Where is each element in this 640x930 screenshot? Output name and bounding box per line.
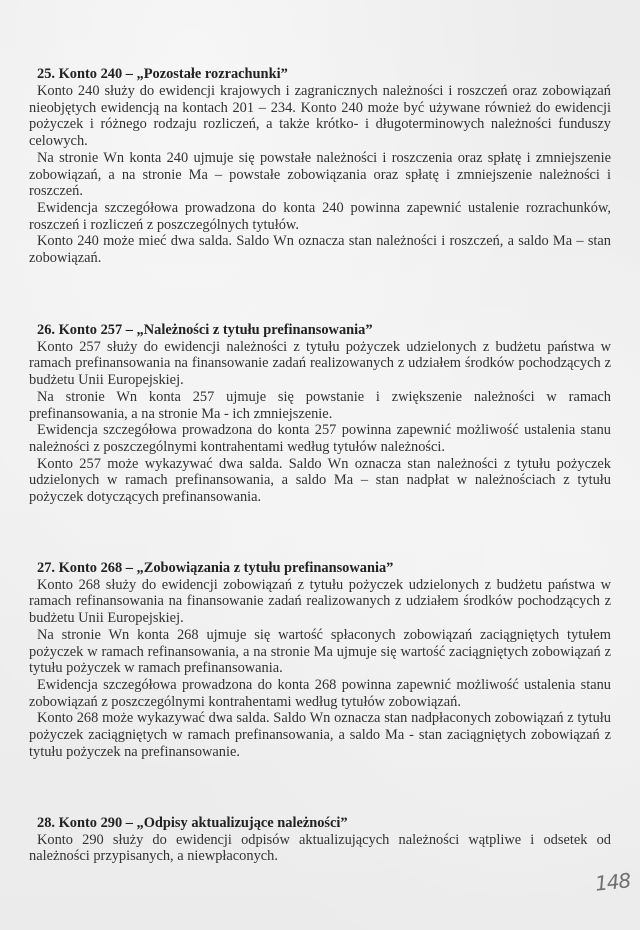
handwritten-page-number: 148 [593,868,632,896]
paragraph: Na stronie Wn konta 257 ujmuje się powstanie i zwiększenie należności w ramach prefinansowania, a na stronie Ma - ich zmniejszenie. [29,388,611,422]
section-konto-268 [29,560,611,761]
section-heading: 27. Konto 268 – „Zobowiązania z tytułu prefinansowania” [37,559,394,576]
section-heading: 26. Konto 257 – „Należności z tytułu prefinansowania” [37,321,373,338]
document-page [29,66,611,865]
paragraph: Ewidencja szczegółowa prowadzona do konta 240 powinna zapewnić ustalenie rozrachunków, roszczeń i rozliczeń z poszczególnych tytułów. [29,199,611,233]
section-konto-257 [29,322,611,506]
section-konto-290 [29,815,611,865]
section-heading: 28. Konto 290 – „Odpisy aktualizujące należności” [37,814,348,831]
paragraph: Konto 290 służy do ewidencji odpisów aktualizujących należności wątpliwe i odsetek od należności przypisanych, a niewpłaconych. [29,831,611,865]
paragraph: Na stronie Wn konta 240 ujmuje się powstałe należności i roszczenia oraz spłatę i zmniejszenie zobowiązań, a na stronie Ma – powstałe zobowiązania oraz spłatę i zmniejszenie należności i roszczeń. [29,149,611,200]
paragraph: Konto 268 może wykazywać dwa salda. Saldo Wn oznacza stan nadpłaconych zobowiązań z tytułu pożyczek zaciągniętych w ramach prefinansowania, a saldo Ma - stan zaciągniętych zobowiązań z tytułu pożyczek na prefinansowanie. [29,710,611,760]
paragraph: Konto 240 służy do ewidencji krajowych i zagranicznych należności i roszczeń oraz zobowiązań nieobjętych ewidencją na kontach 201 – 234. Konto 240 może być używane również do ewidencji pożyczek i różnego rodzaju rozliczeń, a także krótko- i długoterminowych należności funduszy celowych. [29,83,611,150]
section-heading: 25. Konto 240 – „Pozostałe rozrachunki” [37,66,288,82]
paragraph: Konto 257 może wykazywać dwa salda. Saldo Wn oznacza stan należności z tytułu pożyczek udzielonych w ramach prefinansowania, a saldo Ma – stan nadpłat w należnościach z tytułu pożyczek dotyczących prefinansowania. [29,455,611,506]
paragraph: Konto 240 może mieć dwa salda. Saldo Wn oznacza stan należności i roszczeń, a saldo Ma – stan zobowiązań. [29,233,611,267]
section-konto-240 [29,66,611,267]
paragraph: Ewidencja szczegółowa prowadzona do konta 257 powinna zapewnić możliwość ustalenia stanu należności z poszczególnymi kontrahentami według tytułów należności. [29,422,611,455]
paragraph: Ewidencja szczegółowa prowadzona do konta 268 powinna zapewnić możliwość ustalenia stanu zobowiązań z poszczególnymi kontrahentami według tytułów zobowiązań. [29,676,611,710]
paragraph: Konto 268 służy do ewidencji zobowiązań z tytułu pożyczek udzielonych z budżetu państwa w ramach refinansowania na finansowanie zadań realizowanych z udziałem środków pochodzących z budżetu Unii Europejskiej. [29,576,611,627]
paragraph: Konto 257 służy do ewidencji należności z tytułu pożyczek udzielonych z budżetu państwa w ramach prefinansowania na finansowanie zadań realizowanych z udziałem środków pochodzących z budżetu Unii Europejskiej. [29,338,611,389]
paragraph: Na stronie Wn konta 268 ujmuje się wartość spłaconych zobowiązań zaciągniętych tytułem pożyczek w ramach refinansowania, a na stronie Ma ujmuje się wartość zaciągniętych zobowiązań z tytułu pożyczek w ramach prefinansowania. [29,626,611,677]
